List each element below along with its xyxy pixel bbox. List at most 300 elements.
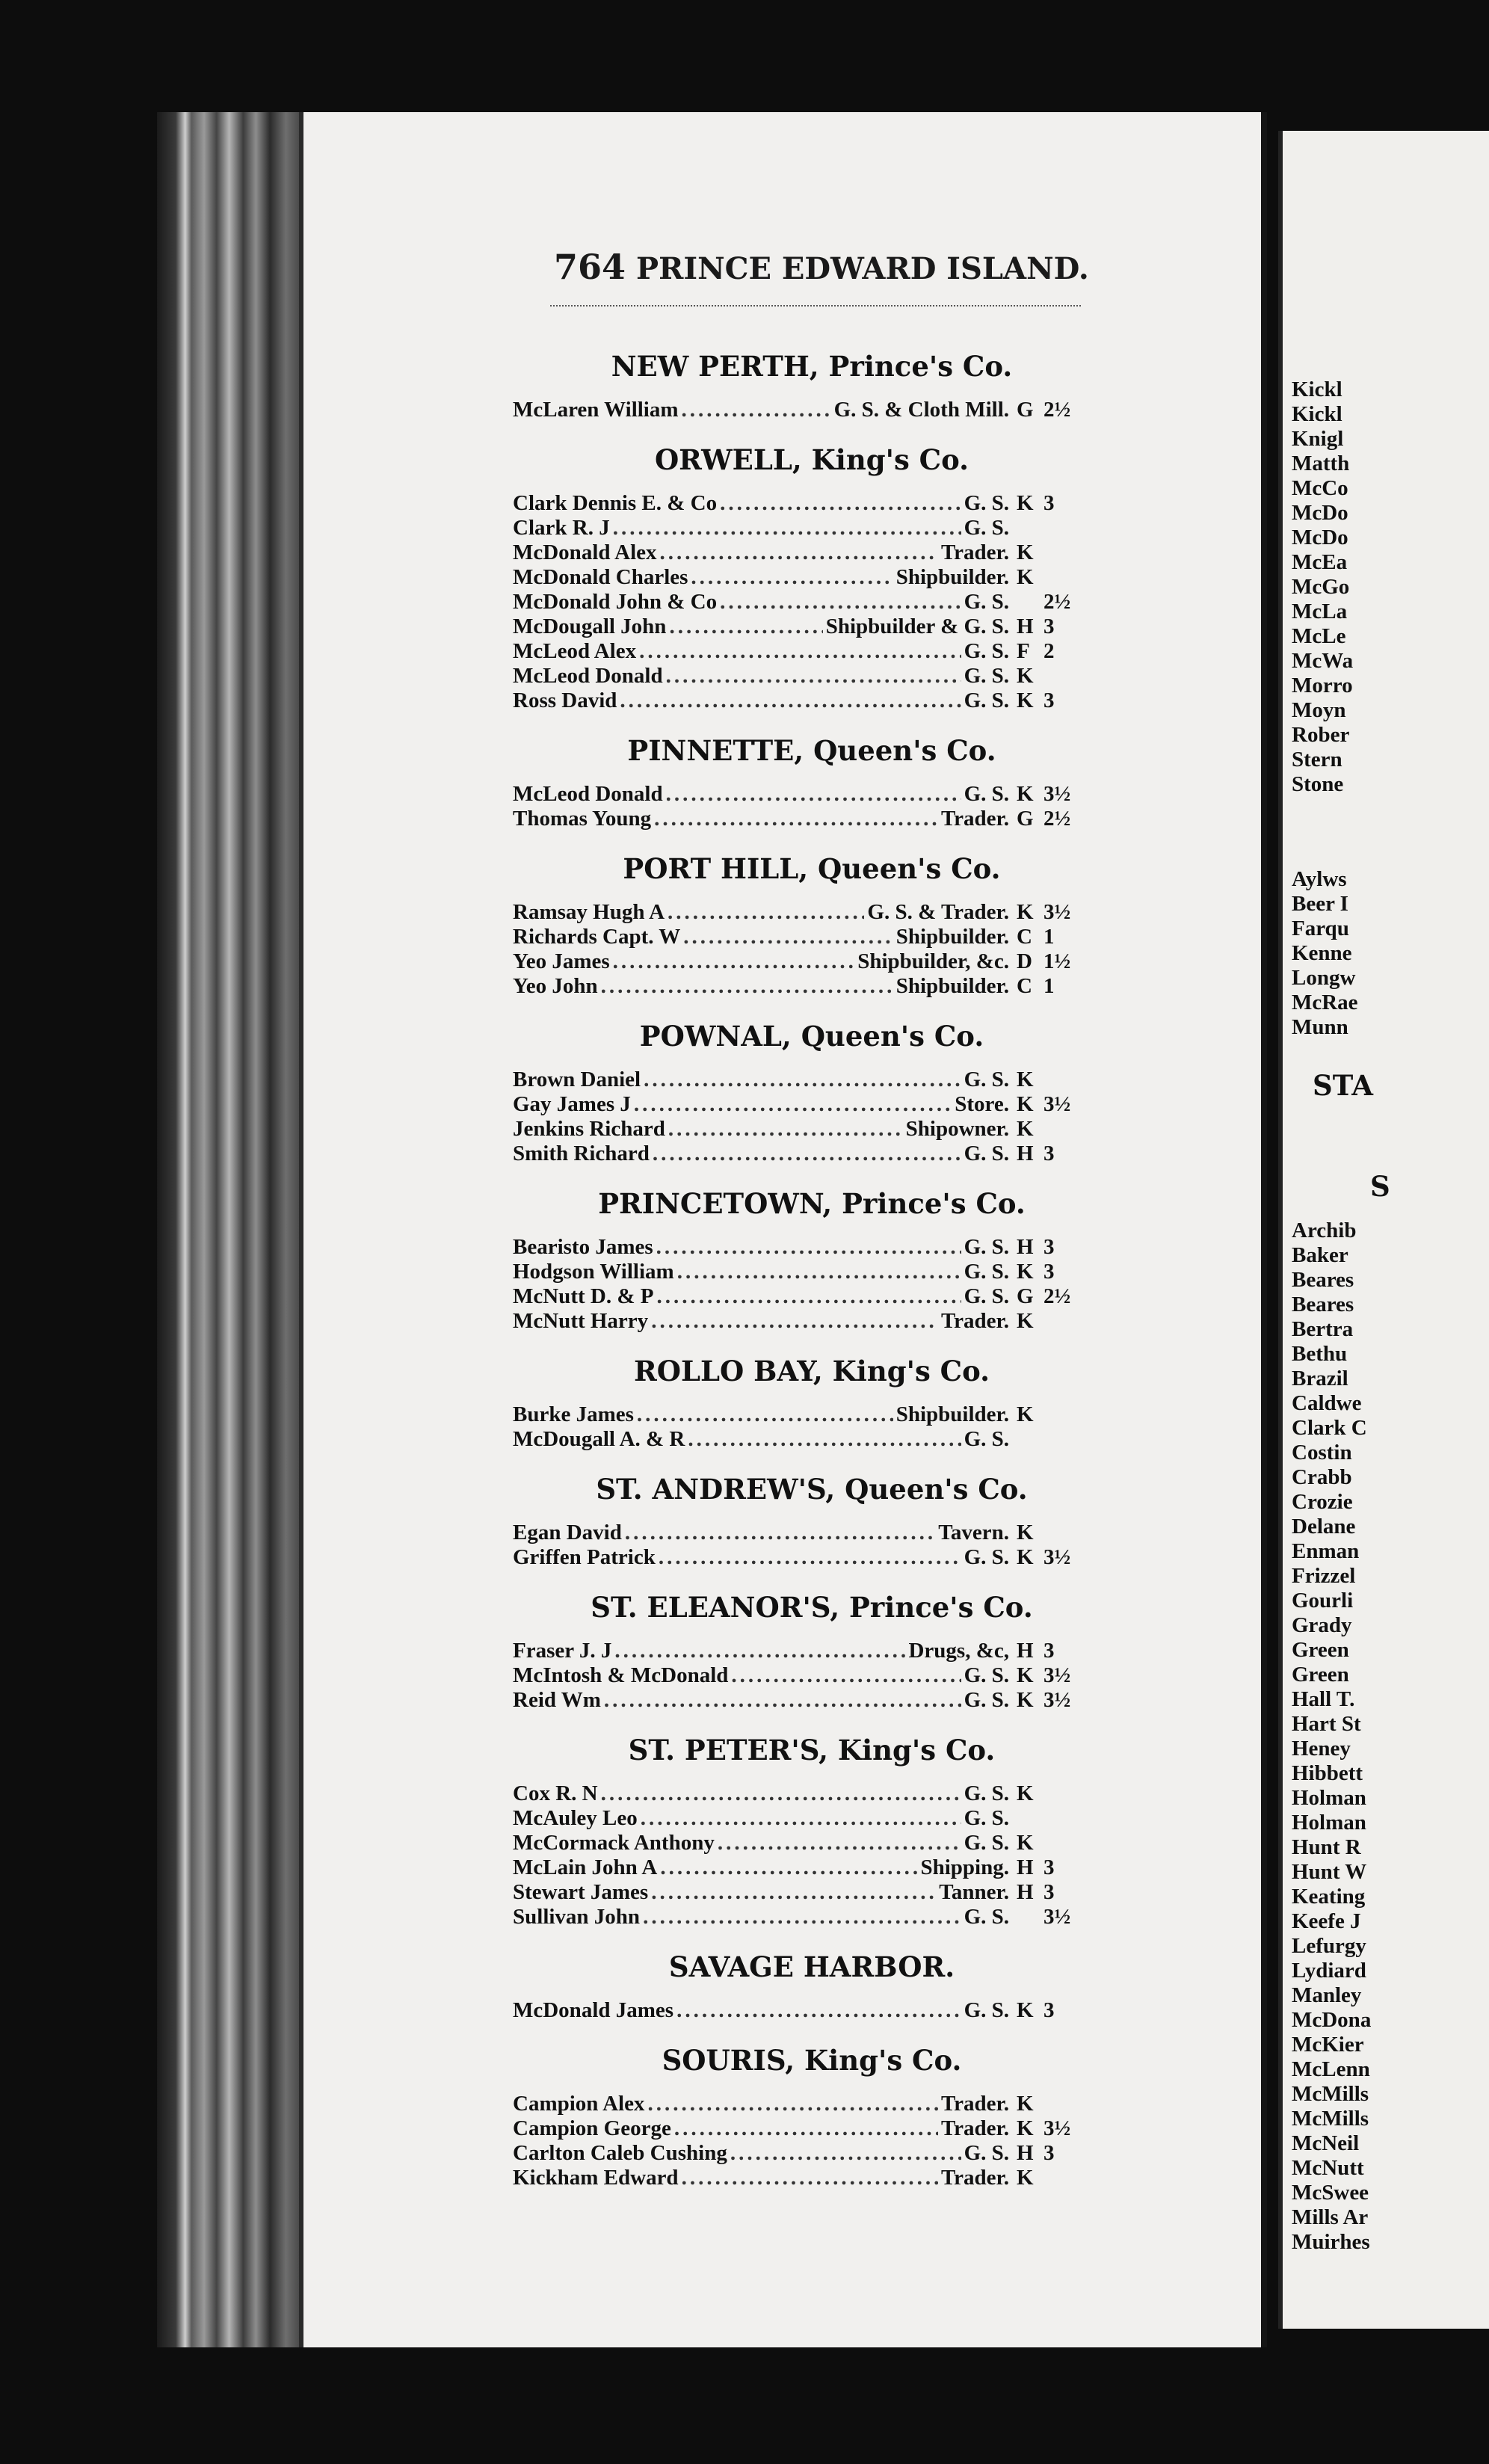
directory-entry	[513, 1260, 1081, 1284]
header-rule	[550, 305, 1081, 308]
right-entry-fragment: McSwee	[1292, 2181, 1369, 2205]
leader-dots	[637, 1402, 893, 1427]
entry-rating: 3½	[1043, 1545, 1071, 1569]
right-entry-fragment: Munn	[1292, 1015, 1348, 1039]
directory-entry	[513, 1427, 1081, 1452]
entry-class: H	[1017, 1880, 1034, 1904]
entry-business: Shipowner.	[905, 1117, 1009, 1141]
town-heading: PRINCETOWN, Prince's Co.	[598, 1187, 1026, 1220]
directory-entry	[513, 689, 1081, 713]
entry-name: McIntosh & McDonald	[513, 1663, 729, 1687]
page-number: 764	[554, 247, 626, 287]
entry-class: F	[1017, 639, 1030, 663]
entry-rating: 1½	[1043, 949, 1071, 973]
directory-entry	[513, 2092, 1081, 2116]
entry-name: McLain John A	[513, 1855, 658, 1879]
right-entry-fragment: McEa	[1292, 550, 1348, 574]
right-entry-fragment: Holman	[1292, 1811, 1366, 1835]
directory-entry	[513, 2166, 1081, 2190]
entry-business: Shipbuilder.	[895, 925, 1009, 949]
leader-dots	[668, 900, 864, 925]
entry-business: G. S.	[964, 1905, 1009, 1929]
entry-rating: 3½	[1043, 900, 1071, 924]
entry-name: Campion Alex	[513, 2092, 645, 2116]
town-heading: ST. ELEANOR'S, Prince's Co.	[591, 1591, 1033, 1624]
entry-name: Clark Dennis E. & Co	[513, 491, 718, 515]
entry-business: G. S.	[964, 2141, 1009, 2165]
town-section	[513, 1734, 1081, 1929]
entry-business: G. S.	[964, 1831, 1009, 1855]
town-heading: ST. PETER'S, King's Co.	[628, 1734, 996, 1767]
right-entry-fragment: Bertra	[1292, 1317, 1354, 1341]
entry-name: Yeo James	[513, 949, 610, 973]
leader-dots	[604, 1688, 961, 1713]
entry-name: McAuley Leo	[513, 1806, 638, 1830]
entry-name: Griffen Patrick	[513, 1545, 656, 1569]
town-section	[513, 1355, 1081, 1452]
entry-class: K	[1017, 1402, 1034, 1426]
entry-name: Hodgson William	[513, 1260, 674, 1284]
directory-entry	[513, 1309, 1081, 1334]
entry-class: K	[1017, 1092, 1034, 1116]
directory-entry	[513, 2141, 1081, 2166]
entry-class: K	[1017, 1068, 1034, 1091]
entry-name: McDougall John	[513, 615, 667, 638]
leader-dots	[659, 1545, 961, 1570]
leader-dots	[720, 590, 961, 615]
leader-dots	[647, 2092, 938, 2116]
right-entry-fragment: Brazil	[1292, 1367, 1348, 1390]
directory-entry	[513, 664, 1081, 689]
leader-dots	[643, 1905, 961, 1929]
right-entry-fragment: Moyn	[1292, 698, 1346, 722]
leader-dots	[660, 1855, 917, 1880]
leader-dots	[718, 1831, 961, 1855]
right-heading: S	[1370, 1170, 1390, 1203]
entry-business: Shipbuilder.	[895, 565, 1009, 589]
directory-entry	[513, 1545, 1081, 1570]
entry-rating: 3	[1043, 689, 1055, 712]
right-entry-fragment: Crabb	[1292, 1465, 1352, 1489]
entry-class: K	[1017, 1521, 1034, 1544]
right-entry-fragment: Enman	[1292, 1539, 1360, 1563]
entry-business: G. S.	[964, 491, 1009, 515]
right-entry-fragment: Muirhes	[1292, 2230, 1370, 2254]
right-entry-fragment: Manley	[1292, 1983, 1362, 2007]
entry-rating: 3	[1043, 2141, 1055, 2165]
entry-class: K	[1017, 782, 1034, 806]
entry-name: McDougall A. & R	[513, 1427, 685, 1451]
leader-dots	[676, 1998, 961, 2023]
entry-name: Campion George	[513, 2116, 671, 2140]
entry-class: D	[1017, 949, 1032, 973]
directory-entry	[513, 900, 1081, 925]
entry-class: K	[1017, 1688, 1034, 1712]
right-entry-fragment: Hunt R	[1292, 1835, 1361, 1859]
right-entry-fragment: Mills Ar	[1292, 2205, 1369, 2229]
right-entry-fragment: Stern	[1292, 748, 1342, 771]
entry-name: Ramsay Hugh A	[513, 900, 665, 924]
entry-business: G. S.	[964, 516, 1009, 540]
entry-business: G. S.	[964, 1142, 1009, 1165]
entry-rating: 3	[1043, 615, 1055, 638]
right-entry-fragment: Hibbett	[1292, 1761, 1363, 1785]
leader-dots	[620, 689, 961, 713]
right-entry-fragment: McMills	[1292, 2082, 1369, 2106]
right-entry-fragment: Farqu	[1292, 917, 1349, 940]
right-entry-fragment: McLenn	[1292, 2057, 1370, 2081]
leader-dots	[654, 807, 938, 831]
entry-rating: 3	[1043, 1235, 1055, 1259]
town-heading: NEW PERTH, Prince's Co.	[611, 350, 1013, 383]
entry-rating: 3½	[1043, 2116, 1071, 2140]
directory-entry	[513, 2116, 1081, 2141]
leader-dots	[730, 2141, 961, 2166]
directory-entry	[513, 516, 1081, 540]
entry-class: H	[1017, 1142, 1034, 1165]
entry-class: K	[1017, 1781, 1034, 1805]
right-entry-fragment: Hunt W	[1292, 1860, 1367, 1884]
directory-entry	[513, 1688, 1081, 1713]
town-section	[513, 350, 1081, 422]
entry-name: McLeod Donald	[513, 782, 663, 806]
right-entry-fragment: Knigl	[1292, 427, 1344, 451]
directory-entry	[513, 1235, 1081, 1260]
directory-entry	[513, 540, 1081, 565]
entry-class: K	[1017, 565, 1034, 589]
leader-dots	[668, 1117, 903, 1142]
entry-name: Sullivan John	[513, 1905, 641, 1929]
right-entry-fragment: Costin	[1292, 1441, 1352, 1464]
right-entry-fragment: McNeil	[1292, 2131, 1360, 2155]
entry-business: Tavern.	[938, 1521, 1009, 1544]
entry-rating: 3½	[1043, 1663, 1071, 1687]
entry-name: McNutt D. & P	[513, 1284, 654, 1308]
entry-business: G. S.	[964, 1806, 1009, 1830]
entry-business: Trader.	[940, 2166, 1009, 2190]
entry-class: K	[1017, 1545, 1034, 1569]
directory-entry	[513, 974, 1081, 999]
town-heading: PINNETTE, Queen's Co.	[627, 734, 996, 767]
entry-business: G. S.	[964, 1688, 1009, 1712]
directory-entry	[513, 1905, 1081, 1929]
right-entry-fragment: McGo	[1292, 575, 1350, 599]
town-section	[513, 852, 1081, 999]
town-heading: PORT HILL, Queen's Co.	[623, 852, 1001, 885]
entry-business: G. S.	[964, 689, 1009, 712]
leader-dots	[677, 1260, 961, 1284]
entry-rating: 3½	[1043, 782, 1071, 806]
leader-dots	[682, 2166, 938, 2190]
leader-dots	[666, 782, 961, 807]
entry-business: Trader.	[940, 2116, 1009, 2140]
entry-business: Drugs, &c,	[908, 1639, 1009, 1663]
directory-entry	[513, 639, 1081, 664]
directory-entry	[513, 590, 1081, 615]
right-entry-fragment: Clark C	[1292, 1416, 1367, 1440]
entry-business: Trader.	[940, 540, 1009, 564]
entry-business: G. S.	[964, 1235, 1009, 1259]
entry-class: H	[1017, 1235, 1034, 1259]
entry-name: Cox R. N	[513, 1781, 598, 1805]
entry-rating: 1	[1043, 974, 1055, 998]
directory-entry	[513, 565, 1081, 590]
leader-dots	[613, 949, 855, 974]
entry-business: Shipbuilder.	[895, 1402, 1009, 1426]
right-entry-fragment: Green	[1292, 1638, 1349, 1662]
left-page	[299, 112, 1267, 2347]
directory-entry	[513, 1284, 1081, 1309]
book-spine	[157, 112, 314, 2347]
leader-dots	[634, 1092, 952, 1117]
entry-business: G. S. & Trader.	[867, 900, 1009, 924]
entry-class: H	[1017, 615, 1034, 638]
entry-class: K	[1017, 1309, 1034, 1333]
leader-dots	[656, 1284, 961, 1309]
directory-listing	[513, 329, 1081, 2190]
directory-entry	[513, 1117, 1081, 1142]
entry-rating: 3	[1043, 1855, 1055, 1879]
town-section	[513, 734, 1081, 831]
town-section	[513, 1950, 1081, 2023]
entry-business: G. S.	[964, 664, 1009, 688]
right-entry-fragment: Hall T.	[1292, 1687, 1355, 1711]
entry-rating: 2½	[1043, 1284, 1071, 1308]
entry-name: McDonald John & Co	[513, 590, 718, 614]
right-entry-fragment: Lydiard	[1292, 1959, 1366, 1983]
entry-business: Store.	[955, 1092, 1009, 1116]
entry-class: K	[1017, 2166, 1034, 2190]
right-entry-fragment: McDo	[1292, 526, 1348, 549]
entry-name: Gay James J	[513, 1092, 631, 1116]
right-entry-fragment: Keefe J	[1292, 1909, 1361, 1933]
right-entry-fragment: McMills	[1292, 2107, 1369, 2131]
directory-entry	[513, 491, 1081, 516]
town-heading: SAVAGE HARBOR.	[668, 1950, 955, 1983]
entry-name: McNutt Harry	[513, 1309, 649, 1333]
entry-business: G. S.	[964, 782, 1009, 806]
right-entry-fragment: McRae	[1292, 991, 1358, 1014]
town-section	[513, 1187, 1081, 1334]
entry-class: H	[1017, 2141, 1034, 2165]
right-entry-fragment: McDo	[1292, 501, 1348, 525]
leader-dots	[656, 1235, 961, 1260]
entry-name: McLaren William	[513, 398, 679, 422]
entry-rating: 3	[1043, 491, 1055, 515]
right-entry-fragment: McNutt	[1292, 2156, 1364, 2180]
right-entry-fragment: Holman	[1292, 1786, 1366, 1810]
leader-dots	[731, 1663, 961, 1688]
right-entry-fragment: McWa	[1292, 649, 1354, 673]
town-heading: SOURIS, King's Co.	[662, 2044, 962, 2077]
directory-entry	[513, 398, 1081, 422]
entry-name: Stewart James	[513, 1880, 649, 1904]
directory-entry	[513, 615, 1081, 639]
directory-entry	[513, 807, 1081, 831]
right-entry-fragment: Beares	[1292, 1268, 1354, 1292]
directory-entry	[513, 1998, 1081, 2023]
right-entry-fragment: Stone	[1292, 772, 1344, 796]
town-section	[513, 1473, 1081, 1570]
town-heading: POWNAL, Queen's Co.	[639, 1020, 984, 1053]
directory-entry	[513, 1806, 1081, 1831]
entry-class: H	[1017, 1855, 1034, 1879]
entry-business: Trader.	[940, 2092, 1009, 2116]
town-section	[513, 443, 1081, 713]
leader-dots	[651, 1309, 938, 1334]
directory-entry	[513, 1068, 1081, 1092]
entry-rating: 3½	[1043, 1688, 1071, 1712]
entry-business: G. S.	[964, 1260, 1009, 1284]
leader-dots	[688, 1427, 961, 1452]
right-entry-fragment: Baker	[1292, 1243, 1348, 1267]
entry-business: G. S.	[964, 1998, 1009, 2022]
leader-dots	[669, 615, 822, 639]
right-entry-fragment: Kickl	[1292, 378, 1342, 401]
entry-name: Egan David	[513, 1521, 622, 1544]
leader-dots	[720, 491, 961, 516]
entry-class: K	[1017, 1831, 1034, 1855]
entry-business: Trader.	[940, 807, 1009, 831]
entry-class: K	[1017, 1117, 1034, 1141]
entry-name: Kickham Edward	[513, 2166, 679, 2190]
entry-rating: 3	[1043, 1142, 1055, 1165]
entry-rating: 2½	[1043, 807, 1071, 831]
right-entry-fragment: Beer I	[1292, 892, 1348, 916]
town-section	[513, 1591, 1081, 1713]
entry-business: Shipping.	[920, 1855, 1009, 1879]
leader-dots	[639, 639, 961, 664]
entry-name: Reid Wm	[513, 1688, 601, 1712]
entry-class: K	[1017, 900, 1034, 924]
directory-entry	[513, 1092, 1081, 1117]
page-header	[554, 247, 1089, 287]
directory-entry	[513, 1855, 1081, 1880]
entry-business: Shipbuilder & G. S.	[825, 615, 1009, 638]
entry-business: Tanner.	[939, 1880, 1009, 1904]
town-heading: ROLLO BAY, King's Co.	[633, 1355, 990, 1387]
entry-name: McLeod Donald	[513, 664, 663, 688]
right-entry-fragment: Aylws	[1292, 867, 1347, 891]
entry-business: G. S.	[964, 590, 1009, 614]
directory-entry	[513, 1663, 1081, 1688]
directory-entry	[513, 1402, 1081, 1427]
entry-class: K	[1017, 540, 1034, 564]
entry-business: G. S.	[964, 1545, 1009, 1569]
entry-rating: 3½	[1043, 1092, 1071, 1116]
entry-name: Smith Richard	[513, 1142, 650, 1165]
entry-name: Bearisto James	[513, 1235, 653, 1259]
entry-name: McDonald Alex	[513, 540, 657, 564]
entry-name: Thomas Young	[513, 807, 652, 831]
leader-dots	[644, 1068, 961, 1092]
entry-class: G	[1017, 398, 1034, 422]
directory-entry	[513, 1142, 1081, 1166]
right-entry-fragment: Rober	[1292, 723, 1350, 747]
directory-entry	[513, 1831, 1081, 1855]
right-entry-fragment: McDona	[1292, 2008, 1372, 2032]
entry-class: H	[1017, 1639, 1034, 1663]
right-entry-fragment: Crozie	[1292, 1490, 1353, 1514]
entry-class: K	[1017, 2116, 1034, 2140]
entry-rating: 3	[1043, 1260, 1055, 1284]
entry-name: Ross David	[513, 689, 617, 712]
entry-class: K	[1017, 491, 1034, 515]
entry-rating: 3	[1043, 1639, 1055, 1663]
directory-entry	[513, 782, 1081, 807]
right-entry-fragment: Matth	[1292, 452, 1350, 475]
right-page	[1278, 131, 1489, 2329]
entry-name: Fraser J. J	[513, 1639, 612, 1663]
entry-name: McDonald Charles	[513, 565, 688, 589]
entry-name: McLeod Alex	[513, 639, 637, 663]
entry-name: Burke James	[513, 1402, 634, 1426]
right-entry-fragment: Caldwe	[1292, 1391, 1362, 1415]
entry-business: G. S.	[964, 1663, 1009, 1687]
town-heading: ORWELL, King's Co.	[654, 443, 969, 476]
right-entry-fragment: Longw	[1292, 966, 1356, 990]
directory-entry	[513, 1521, 1081, 1545]
entry-business: G. S.	[964, 639, 1009, 663]
leader-dots	[614, 1639, 905, 1663]
entry-business: G. S.	[964, 1427, 1009, 1451]
leader-dots	[641, 1806, 961, 1831]
right-entry-fragment: McLa	[1292, 600, 1348, 623]
town-section	[513, 2044, 1081, 2190]
right-entry-fragment: Frizzel	[1292, 1564, 1356, 1588]
entry-business: G. S. & Cloth Mill.	[833, 398, 1009, 422]
leader-dots	[601, 1781, 961, 1806]
right-entry-fragment: McCo	[1292, 476, 1348, 500]
right-entry-fragment: Bethu	[1292, 1342, 1348, 1366]
leader-dots	[691, 565, 893, 590]
right-entry-fragment: Archib	[1292, 1219, 1357, 1242]
entry-class: K	[1017, 2092, 1034, 2116]
leader-dots	[653, 1142, 961, 1166]
page-title: PRINCE EDWARD ISLAND.	[636, 251, 1089, 286]
entry-name: Richards Capt. W	[513, 925, 681, 949]
leader-dots	[683, 925, 893, 949]
leader-dots	[682, 398, 831, 422]
entry-class: K	[1017, 1998, 1034, 2022]
town-heading: ST. ANDREW'S, Queen's Co.	[596, 1473, 1028, 1506]
right-entry-fragment: Kickl	[1292, 402, 1342, 426]
right-entry-fragment: Morro	[1292, 674, 1353, 697]
directory-entry	[513, 949, 1081, 974]
leader-dots	[666, 664, 961, 689]
right-entry-fragment: Lefurgy	[1292, 1934, 1366, 1958]
entry-business: Shipbuilder.	[895, 974, 1009, 998]
right-entry-fragment: Delane	[1292, 1515, 1356, 1539]
entry-business: G. S.	[964, 1068, 1009, 1091]
right-entry-fragment: Grady	[1292, 1613, 1352, 1637]
leader-dots	[625, 1521, 935, 1545]
town-section	[513, 1020, 1081, 1166]
directory-entry	[513, 1781, 1081, 1806]
entry-class: G	[1017, 807, 1034, 831]
entry-rating: 1	[1043, 925, 1055, 949]
entry-name: McCormack Anthony	[513, 1831, 715, 1855]
entry-rating: 2	[1043, 639, 1055, 663]
right-entry-fragment: McLe	[1292, 624, 1346, 648]
entry-name: McDonald James	[513, 1998, 674, 2022]
right-heading: STA	[1313, 1069, 1373, 1102]
right-entry-fragment: Heney	[1292, 1737, 1351, 1761]
right-entry-fragment: Green	[1292, 1663, 1349, 1687]
leader-dots	[601, 974, 893, 999]
entry-class: K	[1017, 664, 1034, 688]
entry-name: Clark R. J	[513, 516, 610, 540]
